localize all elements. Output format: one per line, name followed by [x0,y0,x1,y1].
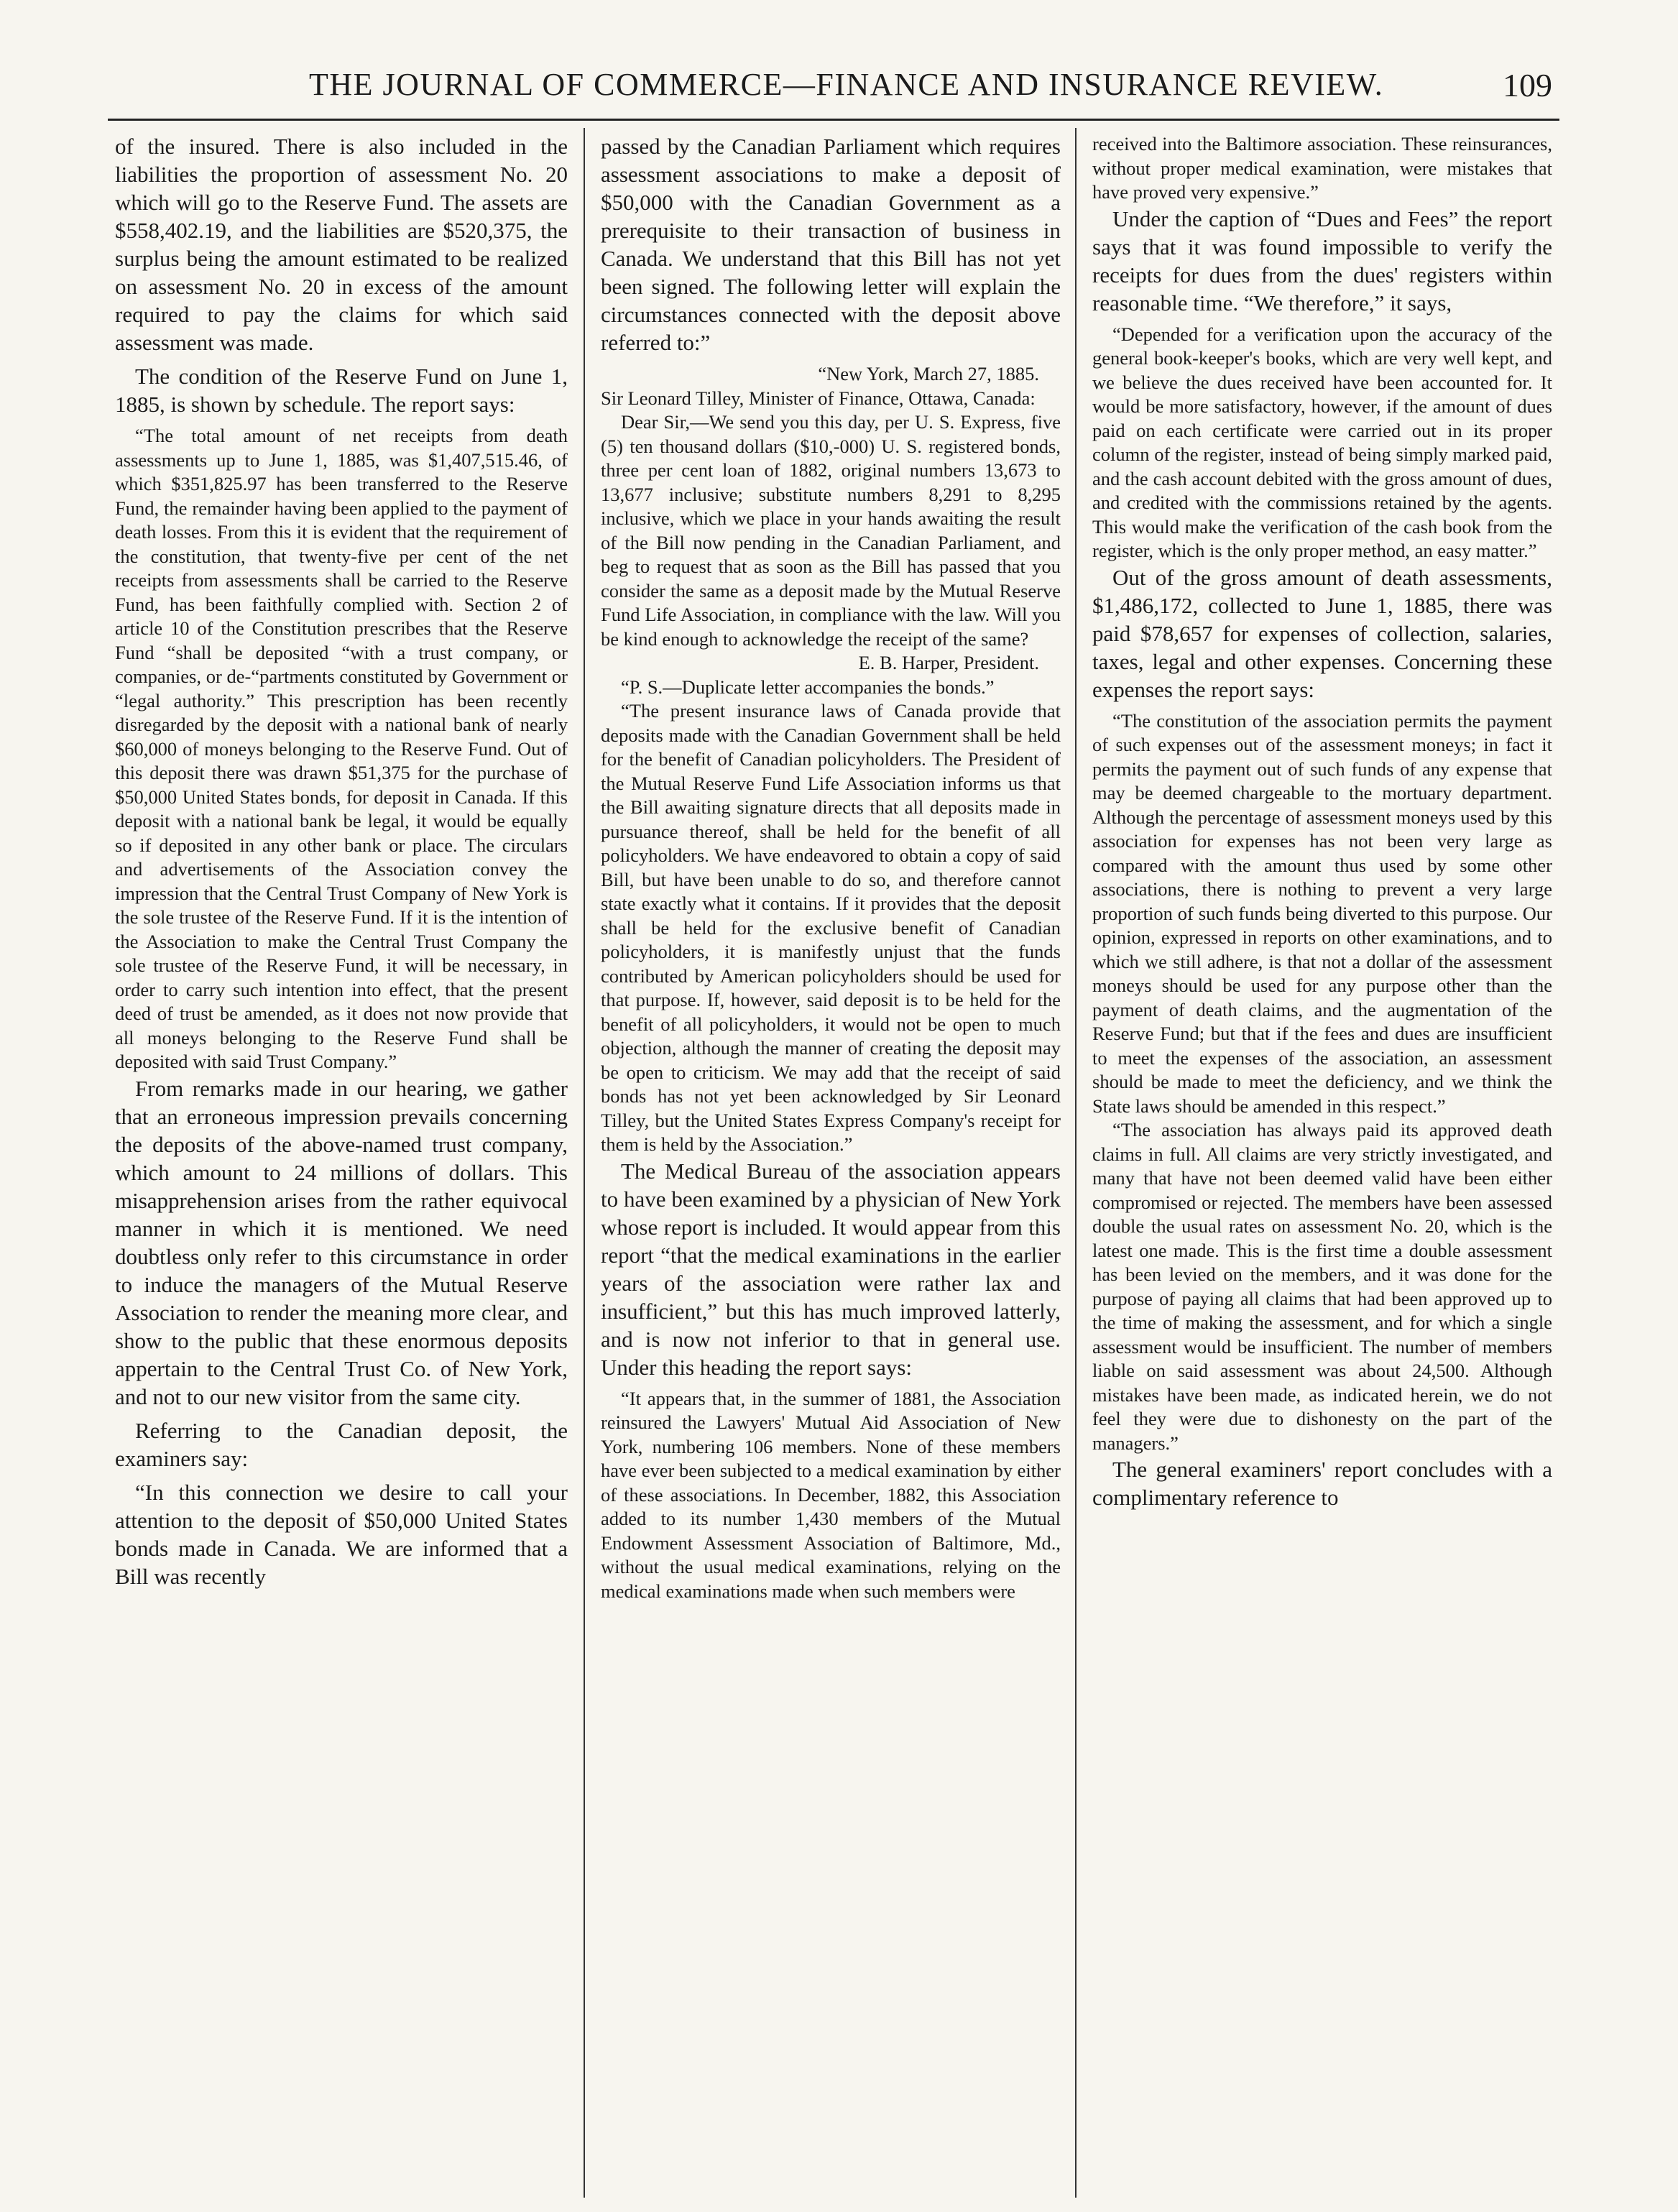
paragraph: passed by the Canadian Parliament which requires assessment associations to make a deposit of $50,000 with the Canadian Government as a prerequisite to their transaction of business in Canada. We understand that this Bill has not yet been signed. The following letter will explain the circumstances connected with the deposit above referred to:” [601,134,1061,355]
quoted-paragraph: “P. S.—Duplicate letter accompanies the bonds.” [621,676,995,698]
paragraph: The condition of the Reserve Fund on June 1, 1885, is shown by schedule. The report says: [115,364,568,417]
quoted-paragraph: “The present insurance laws of Canada provide that deposits made with the Canadian Government shall be held for the benefit of Canadian policyholders. The President of the Mutual Reserve Fund Life Association informs us that the Bill awaiting signature directs that all deposits made in pursuance thereof, shall be held for the benefit of all policyholders. We have endeavored to obtain a copy of said Bill, but have been unable to do so, and therefore cannot state exactly what it contains. If it provides that the deposit shall be held for the exclusive benefit of Canadian policyholders, it is manifestly unjust that the funds contributed by American policyholders should be used for that purpose. If, however, said deposit is to be held for the benefit of all policyholders, it would not be open to much objection, although the manner of creating the deposit may be open to criticism. We may add that the receipt of said bonds has not yet been acknowledged by Sir Leonard Tilley, but the United States Express Company's receipt for them is held by the Association.” [601,700,1061,1155]
quoted-paragraph: “Depended for a verification upon the accuracy of the general book-keeper's books, which are very well kept, and we believe the dues received have been accounted for. It would be more satisfactory, however, if the amount of dues paid on each certificate were carried out in its proper column of the register, instead of being simply marked paid, and the cash account debited with the gross amount of dues, and credited with the commissions retained by the agents. This would make the verification of the cash book from the register, which is the only proper method, an easy matter.” [1092,323,1552,561]
column-divider [1075,128,1077,2198]
text-column-3 [1092,132,1552,2188]
text-column-1 [115,132,568,2188]
paragraph: The Medical Bureau of the association appears to have been examined by a physician of New York whose report is included. It would appear from this report “that the medical examinations in the earlier years of the association were rather lax and insufficient,” but this has much improved latterly, and is now not inferior to that in general use. Under this heading the report says: [601,1158,1061,1380]
text-column-2 [601,132,1061,2188]
column-divider [584,128,585,2198]
paragraph: The general examiners' report concludes with a complimentary reference to [1092,1457,1552,1510]
quoted-paragraph: “The total amount of net receipts from death assessments up to June 1, 1885, was $1,407,515.46, of which $351,825.97 has been transferred to the Reserve Fund, the remainder having been applied to the payment of death losses. From this it is evident that the requirement of the constitution, that twenty-five per cent of the net receipts from assessments shall be carried to the Reserve Fund, has been faithfully complied with. Section 2 of article 10 of the Constitution prescribes that the Reserve Fund “shall be deposited “with a trust company, or companies, or de-“partments constituted by Government or “legal authority.” This prescription has been recently disregarded by the deposit with a national bank of nearly $60,000 of moneys belonging to the Reserve Fund. Out of this deposit there was drawn $51,375 for the purchase of $50,000 United States bonds, for deposit in Canada. If this deposit with a national bank be legal, it would be equally so if deposited in any other bank or place. The circulars and advertisements of the Association convey the impression that the Central Trust Company of New York is the sole trustee of the Reserve Fund. If it is the intention of the Association to make the Central Trust Company the sole trustee of the Reserve Fund, it will be necessary, in order to carry such intention into effect, that the present deed of trust be amended, as it does not now provide that all moneys belonging to the Reserve Fund shall be deposited with said Trust Company.” [115,425,568,1072]
paragraph: Out of the gross amount of death assessments, $1,486,172, collected to June 1, 1885, there was paid $78,657 for expenses of collection, salaries, taxes, legal and other expenses. Concerning these expenses the report says: [1092,564,1552,702]
paragraph: Under the caption of “Dues and Fees” the report says that it was found impossible to verify the receipts for dues from the dues' registers within reasonable time. “We therefore,” it says, [1092,206,1552,315]
header-rule [108,119,1559,121]
quoted-paragraph: Dear Sir,—We send you this day, per U. S. Express, five (5) ten thousand dollars ($10,-000) U. S. registered bonds, three per cent loan of 1882, original numbers 13,673 to 13,677 inclusive; substitute numbers 8,291 to 8,295 inclusive, which we place in your hands awaiting the result of the Bill now pending in the Canadian Parliament, and beg to request that as soon as the Bill has passed that you consider the same as a deposit made by the Mutual Reserve Fund Life Association, in compliance with the law. Will you be kind enough to acknowledge the receipt of the same? [601,411,1061,650]
quoted-paragraph: “The association has always paid its approved death claims in full. All claims are very strictly investigated, and many that have not been deemed valid have been either compromised or rejected. The members have been assessed double the usual rates on assessment No. 20, which is the latest one made. This is the first time a double assessment has been levied on the members, and it was done for the purpose of paying all claims that had been approved up to the time of making the assessment, and for which a single assessment would be insufficient. The number of members liable on said assessment was about 24,500. Although mistakes have been made, as indicated herein, we do not feel they were due to dishonesty on the part of the managers.” [1092,1119,1552,1454]
quoted-paragraph: E. B. Harper, President. [858,652,1039,673]
quoted-paragraph: “It appears that, in the summer of 1881, the Association reinsured the Lawyers' Mutual Aid Association of New York, numbering 106 members. None of these members have ever been subjected to a medical examination by either of these associations. In December, 1882, this Association added to its number 1,430 members of the Mutual Endowment Assessment Association of Baltimore, Md., without the usual medical examinations, relying on the medical examinations made when such members were [601,1387,1061,1602]
quoted-paragraph: Sir Leonard Tilley, Minister of Finance, Ottawa, Canada: [601,387,1036,409]
quoted-paragraph: “New York, March 27, 1885. [818,363,1039,384]
page-header [108,66,1552,116]
paragraph: of the insured. There is also included in the liabilities the proportion of assessment No. 20 which will go to the Reserve Fund. The assets are $558,402.19, and the liabilities are $520,375, the surplus being the amount estimated to be realized on assessment No. 20 in excess of the amount required to pay the claims for which said assessment was made. [115,134,568,355]
paragraph: From remarks made in our hearing, we gather that an erroneous impression prevails concerning the deposits of the above-named trust company, which amount to 24 millions of dollars. This misapprehension arises from the rather equivocal manner in which it is mentioned. We need doubtless only refer to this circumstance in order to induce the managers of the Mutual Reserve Association to render the meaning more clear, and show to the public that these enormous deposits appertain to the Central Trust Co. of New York, and not to our new visitor from the same city. [115,1075,568,1409]
running-title: THE JOURNAL OF COMMERCE—FINANCE AND INSURANCE REVIEW. [309,67,1384,102]
quoted-paragraph: “The constitution of the association permits the payment of such expenses out of the assessment moneys; in fact it permits the payment out of such funds of any expense that may be deemed chargeable to the mortuary department. Although the percentage of assessment moneys used by this association for expenses has not been very large as compared with the amount thus used by some other associations, there is nothing to prevent a very large proportion of such funds being diverted to this purpose. Our opinion, expressed in reports on other examinations, and to which we still adhere, is that not a dollar of the assessment moneys should be used for any purpose other than the payment of death claims, and the augmentation of the Reserve Fund; but that if the fees and dues are insufficient to meet the expenses of the association, an assessment should be made to meet the deficiency, and we think the State laws should be amended in this respect.” [1092,709,1552,1117]
paragraph: Referring to the Canadian deposit, the examiners say: [115,1417,568,1471]
page-number: 109 [1503,67,1552,103]
paragraph: “In this connection we desire to call your attention to the deposit of $50,000 United States bonds made in Canada. We are informed that a Bill was recently [115,1479,568,1589]
quoted-paragraph: received into the Baltimore association. These reinsurances, without proper medical examination, were mistakes that have proved very expensive.” [1092,133,1552,203]
